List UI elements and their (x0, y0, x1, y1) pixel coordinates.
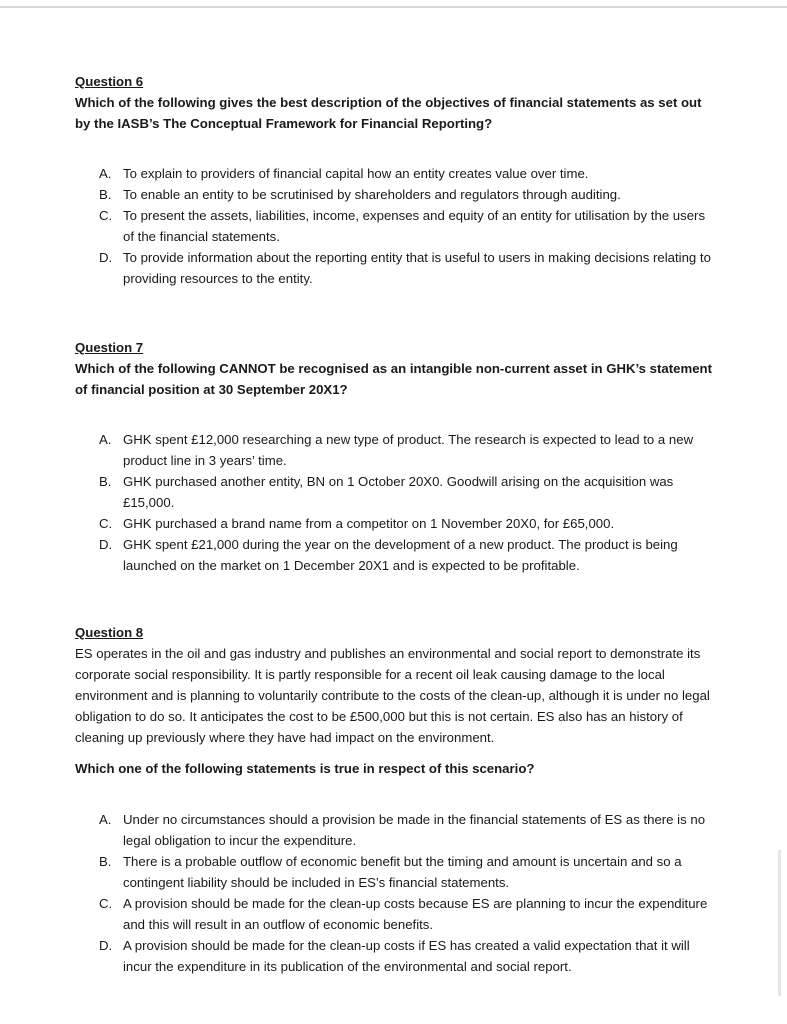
option-text: A provision should be made for the clean-up costs if ES has created a valid expectation that it will incur the expenditure in its publication of the environmental and social report. (123, 938, 690, 974)
option-text: GHK spent £21,000 during the year on the development of a new product. The product is being launched on the market on 1 December 20X1 and is expected to be profitable. (123, 537, 678, 573)
option-letter: C. (99, 896, 113, 911)
option-c (75, 893, 715, 935)
option-a (75, 809, 715, 851)
option-letter: A. (99, 166, 112, 181)
option-c (75, 513, 715, 534)
question-scenario: ES operates in the oil and gas industry and publishes an environmental and social report to demonstrate its corporate social responsibility. It is partly responsible for a recent oil leak causing damage to the local environment and is planning to voluntarily contribute to the costs of the clean-up, although it is under no legal obligation to do so. It anticipates the cost to be £500,000 but this is not certain. ES also has an history of cleaning up previously where they have had impact on the environment. (75, 646, 710, 745)
option-text: GHK spent £12,000 researching a new type of product. The research is expected to lead to a new product line in 3 years’ time. (123, 432, 694, 468)
option-a (75, 429, 715, 471)
option-text: A provision should be made for the clean-up costs because ES are planning to incur the expenditure and this will result in an outflow of economic benefits. (123, 896, 708, 932)
option-letter: D. (99, 250, 113, 265)
option-text: Under no circumstances should a provision be made in the financial statements of ES as there is no legal obligation to incur the expenditure. (123, 812, 706, 848)
question-stem: Which of the following gives the best description of the objectives of financial statements as set out by the IASB’s The Conceptual Framework for Financial Reporting? (75, 95, 702, 131)
question-title: Question 8 (75, 625, 144, 640)
option-d (75, 247, 715, 289)
option-b (75, 851, 715, 893)
option-letter: D. (99, 537, 113, 552)
answer-options (75, 429, 715, 576)
option-text: To explain to providers of financial capital how an entity creates value over time. (123, 166, 589, 181)
option-text: GHK purchased a brand name from a competitor on 1 November 20X0, for £65,000. (123, 516, 615, 531)
answer-options (75, 809, 715, 977)
option-b (75, 184, 715, 205)
option-letter: C. (99, 208, 113, 223)
option-letter: B. (99, 474, 112, 489)
question-stem: Which of the following CANNOT be recognised as an intangible non-current asset in GHK’s statement of financial position at 30 September 20X1? (75, 361, 712, 397)
question-7 (75, 337, 715, 576)
option-text: To present the assets, liabilities, income, expenses and equity of an entity for utilisation by the users of the financial statements. (123, 208, 706, 244)
option-a (75, 163, 715, 184)
option-letter: D. (99, 938, 113, 953)
option-text: GHK purchased another entity, BN on 1 October 20X0. Goodwill arising on the acquisition was £15,000. (123, 474, 674, 510)
option-d (75, 935, 715, 977)
option-letter: C. (99, 516, 113, 531)
option-letter: A. (99, 432, 112, 447)
question-8 (75, 622, 715, 977)
option-letter: B. (99, 854, 112, 869)
option-letter: A. (99, 812, 112, 827)
scrollbar-track (778, 850, 781, 996)
answer-options (75, 163, 715, 289)
option-text: To enable an entity to be scrutinised by shareholders and regulators through auditing. (123, 187, 621, 202)
option-c (75, 205, 715, 247)
option-d (75, 534, 715, 576)
option-text: There is a probable outflow of economic benefit but the timing and amount is uncertain and so a contingent liability should be included in ES’s financial statements. (123, 854, 682, 890)
question-title: Question 7 (75, 340, 144, 355)
document-body (75, 71, 715, 977)
option-b (75, 471, 715, 513)
question-6 (75, 71, 715, 289)
option-text: To provide information about the reporting entity that is useful to users in making decisions relating to providing resources to the entity. (123, 250, 711, 286)
question-stem: Which one of the following statements is true in respect of this scenario? (75, 761, 535, 776)
question-title: Question 6 (75, 74, 144, 89)
option-letter: B. (99, 187, 112, 202)
top-divider (0, 6, 787, 8)
